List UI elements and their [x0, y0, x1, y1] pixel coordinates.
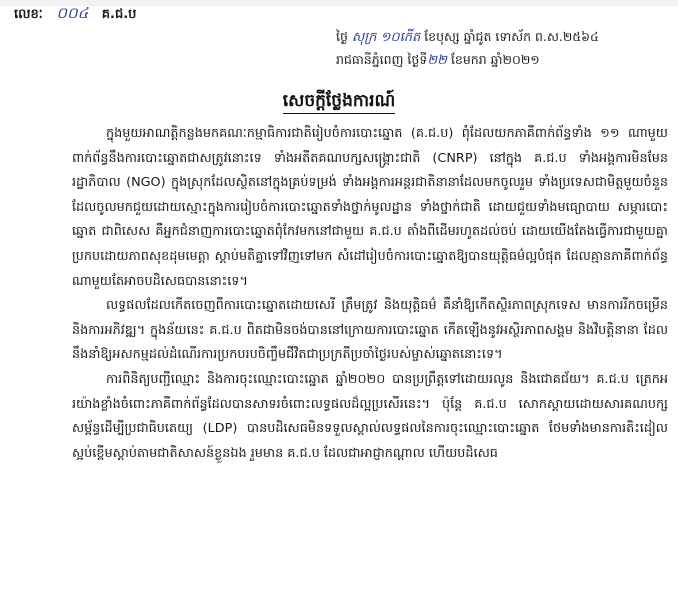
letter-number: [14, 4, 136, 26]
document-title-text: សេចក្តីថ្លែងការណ៍: [283, 91, 395, 114]
solar-date: [336, 49, 666, 72]
lunar-date: [336, 26, 666, 49]
statement-body: [72, 122, 668, 466]
solar-rest: ខែមករា ឆ្នាំ២០២១: [450, 52, 540, 67]
paragraph-3: ការពិនិត្យបញ្ជីឈ្មោះ និងការចុះឈ្មោះបោះឆ្នោត ឆ្នាំ២០២០ បានប្រព្រឹត្តទៅដោយរលូន និងជោគជ័យ។ គ.ជ.ប ត្រេកអរយ៉ាងខ្លាំងចំពោះភាគីពាក់ព័ន្ធដែលបានសាទរចំពោះលទ្ធផលដ៏ល្អប្រសើរនេះ។ ប៉ុន្តែ គ.ជ.ប សោកស្តាយដោយសារគណបក្សសម្ព័ន្ធដើម្បីប្រជាធិបតេយ្យ (LDP) បានបដិសេធមិនទទួលស្គាល់លទ្ធផលនៃការចុះឈ្មោះបោះឆ្នោត ថែមទាំងមានការតិះដៀលស្អប់ខ្ពើមស្តាប់តាមជាតិសាសន៍ខ្លួនឯង រួមមាន គ.ជ.ប ដែលជាអាជ្ញាកណ្តាល ហើយបដិសេធ: [72, 371, 668, 461]
letter-number-suffix: គ.ជ.ប: [101, 7, 137, 22]
paragraph-1: ក្នុងមួយអាណត្តិកន្លងមកគណៈកម្មាធិការជាតិរៀបចំការបោះឆ្នោត (គ.ជ.ប) ពុំដែលយកភាគីពាក់ព័ន្ធទាំង ១១ ណាមួយពាក់ព័ន្ធនឹងការបោះឆ្នោតជាសត្រូវនោះទេ ទាំងអតីតគណបក្សសង្គ្រោះជាតិ (CNRP) នៅក្នុង គ.ជ.ប ទាំងអង្គការមិនមែនរដ្ឋាភិបាល (NGO) ក្នុងស្រុកដែលស្ថិតនៅក្នុងគ្រប់ទម្រង់ ទាំងអង្គការអន្តរជាតិនានាដែលមកចូលរួម ទាំងប្រទេសជាមិត្តមួយចំនួន ដែលចូលមកជួយដោយស្មោះក្នុងការរៀបចំការបោះឆ្នោតទាំងថ្នាក់មូលដ្ឋាន ទាំងថ្នាក់ជាតិ ដោយជួយទាំងមធ្យោបាយ សម្ភារបោះឆ្នោត ជាពិសេស គឺអ្នកជំនាញការបោះឆ្នោតពុំកែវមកនៅជាមួយ គ.ជ.ប តាំងពីដើមរហូតដល់ចប់ ដោយយើងតែងធ្វើការជាមួយគ្នាប្រកបដោយភាពសុខដុមមេត្តា ស្តាប់មតិគ្នាទៅវិញទៅមក សំដៅរៀបចំការបោះឆ្នោតឱ្យបានយុត្តិធម៌ល្អបំផុត ដែលគ្មានភាគីពាក់ព័ន្ធណាមួយតែអាចបដិសេធបាននោះទេ។: [72, 126, 668, 289]
document-title: [0, 90, 678, 115]
letter-number-label: លេខៈ: [14, 7, 43, 22]
lunar-prefix: ថ្ងៃ: [336, 29, 348, 44]
lunar-day: សុក្រ ១០កើត: [351, 30, 421, 45]
letter-number-value: ០០៤: [56, 4, 89, 22]
date-block: [336, 26, 666, 72]
solar-day: ២២: [427, 53, 447, 68]
solar-prefix: រាជធានីភ្នំពេញ ថ្ងៃទី: [336, 52, 428, 67]
lunar-rest: ខែបុស្ស ឆ្នាំជូត ទោស័ក ព.ស.២៥៦៤: [424, 29, 599, 44]
paragraph-2: លទ្ធផលដែលកើតចេញពីការបោះឆ្នោតដោយសេរី ត្រឹមត្រូវ និងយុត្តិធម៌ គឺនាំឱ្យកើតស្ថិរភាពស្រុកទេស មានការរីកចម្រើន និងការអភិវឌ្ឍ។ ក្នុងន័យនេះ គ.ជ.ប ពិតជាមិនចង់បាននៅក្រោយការបោះឆ្នោត កើតឡើងនូវអស្ថិរភាពសង្គម និងវិបត្តិនានា ដែលនឹងនាំឱ្យអសកម្មដល់ដំណើរការប្រកបរបចិញ្ចឹមជីវិតជាប្រក្រតីប្រចាំថ្ងៃរបស់ម្ចាស់ឆ្នោតនោះទេ។: [72, 298, 668, 363]
